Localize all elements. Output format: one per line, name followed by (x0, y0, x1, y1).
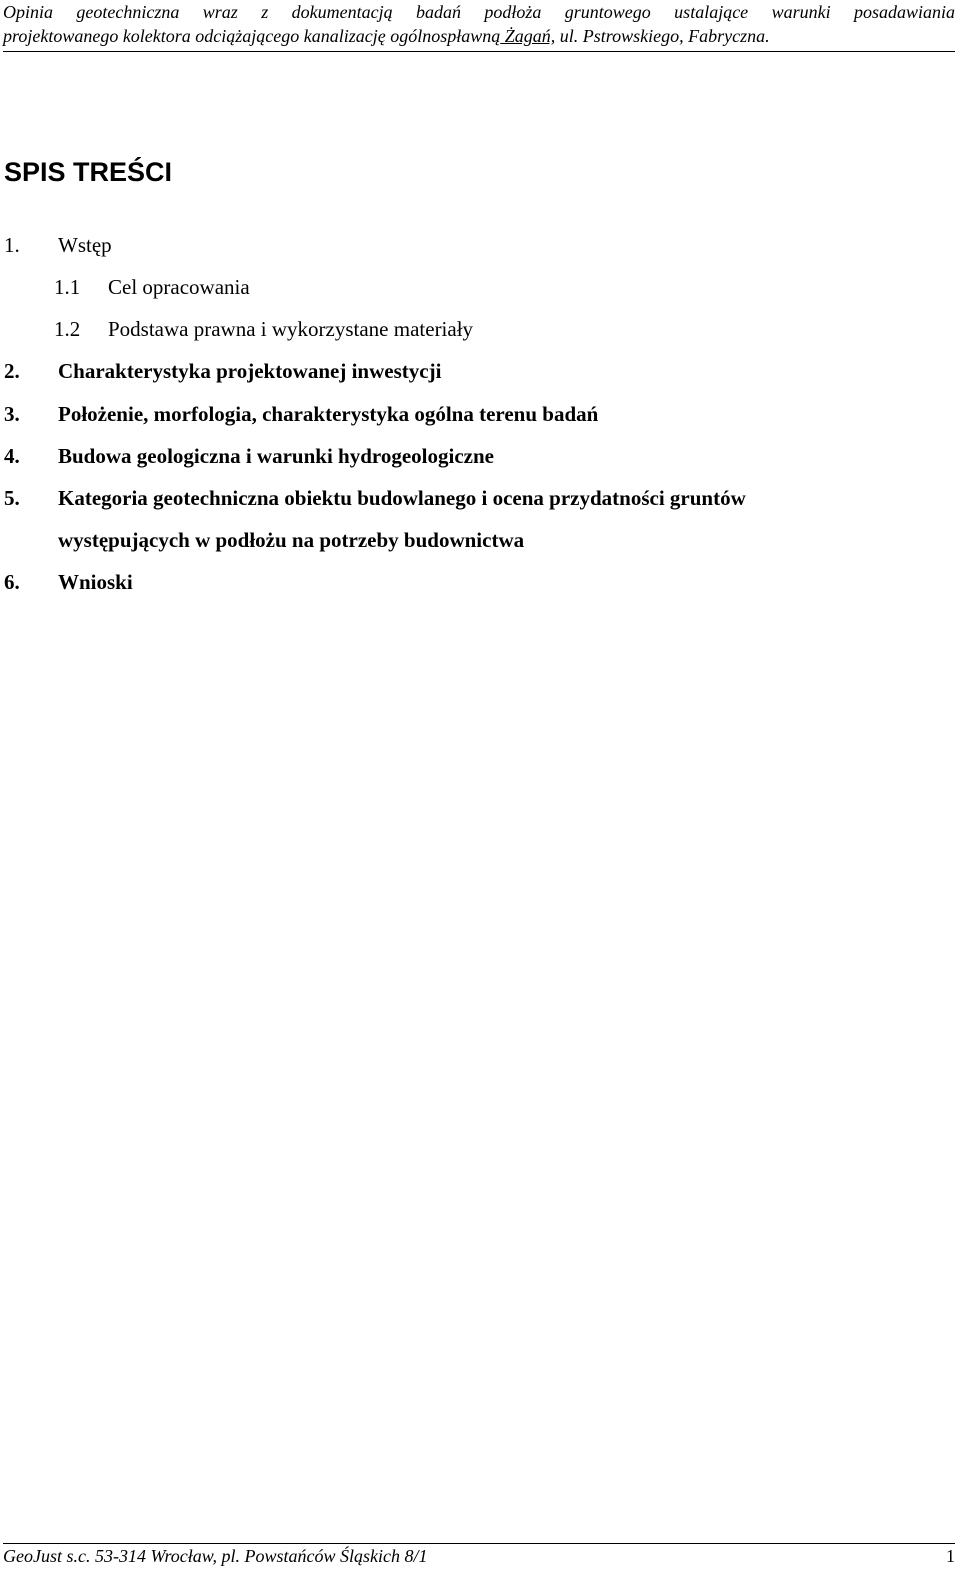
toc-item-label: Cel opracowania (108, 275, 250, 299)
toc-item-number: 5. (4, 486, 20, 510)
toc-item-label: Podstawa prawna i wykorzystane materiały (108, 317, 474, 341)
toc-item-number: 6. (4, 570, 20, 594)
toc-item-number: 3. (4, 402, 20, 426)
header-line-2-start: projektowanego kolektora odciążającego kanalizację ogólnospławną (3, 26, 501, 46)
toc-item-label: Charakterystyka projektowanej inwestycji (58, 359, 442, 383)
toc-title: SPIS TREŚCI (4, 157, 173, 187)
toc-item-label: Budowa geologiczna i warunki hydrogeologiczne (58, 444, 494, 468)
header-divider (3, 51, 955, 52)
toc-item-number: 4. (4, 444, 20, 468)
toc-item-label-continued: występujących w podłożu na potrzeby budownictwa (58, 528, 525, 552)
header-title-line-2 (3, 24, 955, 48)
header-line-2-end: ul. Pstrowskiego, Fabryczna. (555, 26, 770, 46)
toc-item-number: 1.2 (54, 317, 81, 341)
page-number: 1 (946, 1546, 955, 1566)
toc-item-label: Wnioski (58, 570, 133, 594)
footer-company-address: GeoJust s.c. 53-314 Wrocław, pl. Powstańców Śląskich 8/1 (3, 1546, 428, 1566)
header-line-2-underlined: Żagań, (500, 26, 556, 46)
toc-item-label: Wstęp (58, 233, 112, 257)
toc-item-label: Położenie, morfologia, charakterystyka ogólna terenu badań (58, 402, 599, 426)
toc-item-number: 1.1 (54, 275, 81, 299)
toc-item-number: 2. (4, 359, 20, 383)
header-title-line-1: Opinia geotechniczna wraz z dokumentacją badań podłoża gruntowego ustalające warunki posadawiania (3, 2, 955, 22)
toc-item-number: 1. (4, 233, 20, 257)
page-header (3, 0, 955, 48)
toc-item-label: Kategoria geotechniczna obiektu budowlanego i ocena przydatności gruntów (58, 486, 746, 510)
page-footer (3, 1544, 955, 1568)
